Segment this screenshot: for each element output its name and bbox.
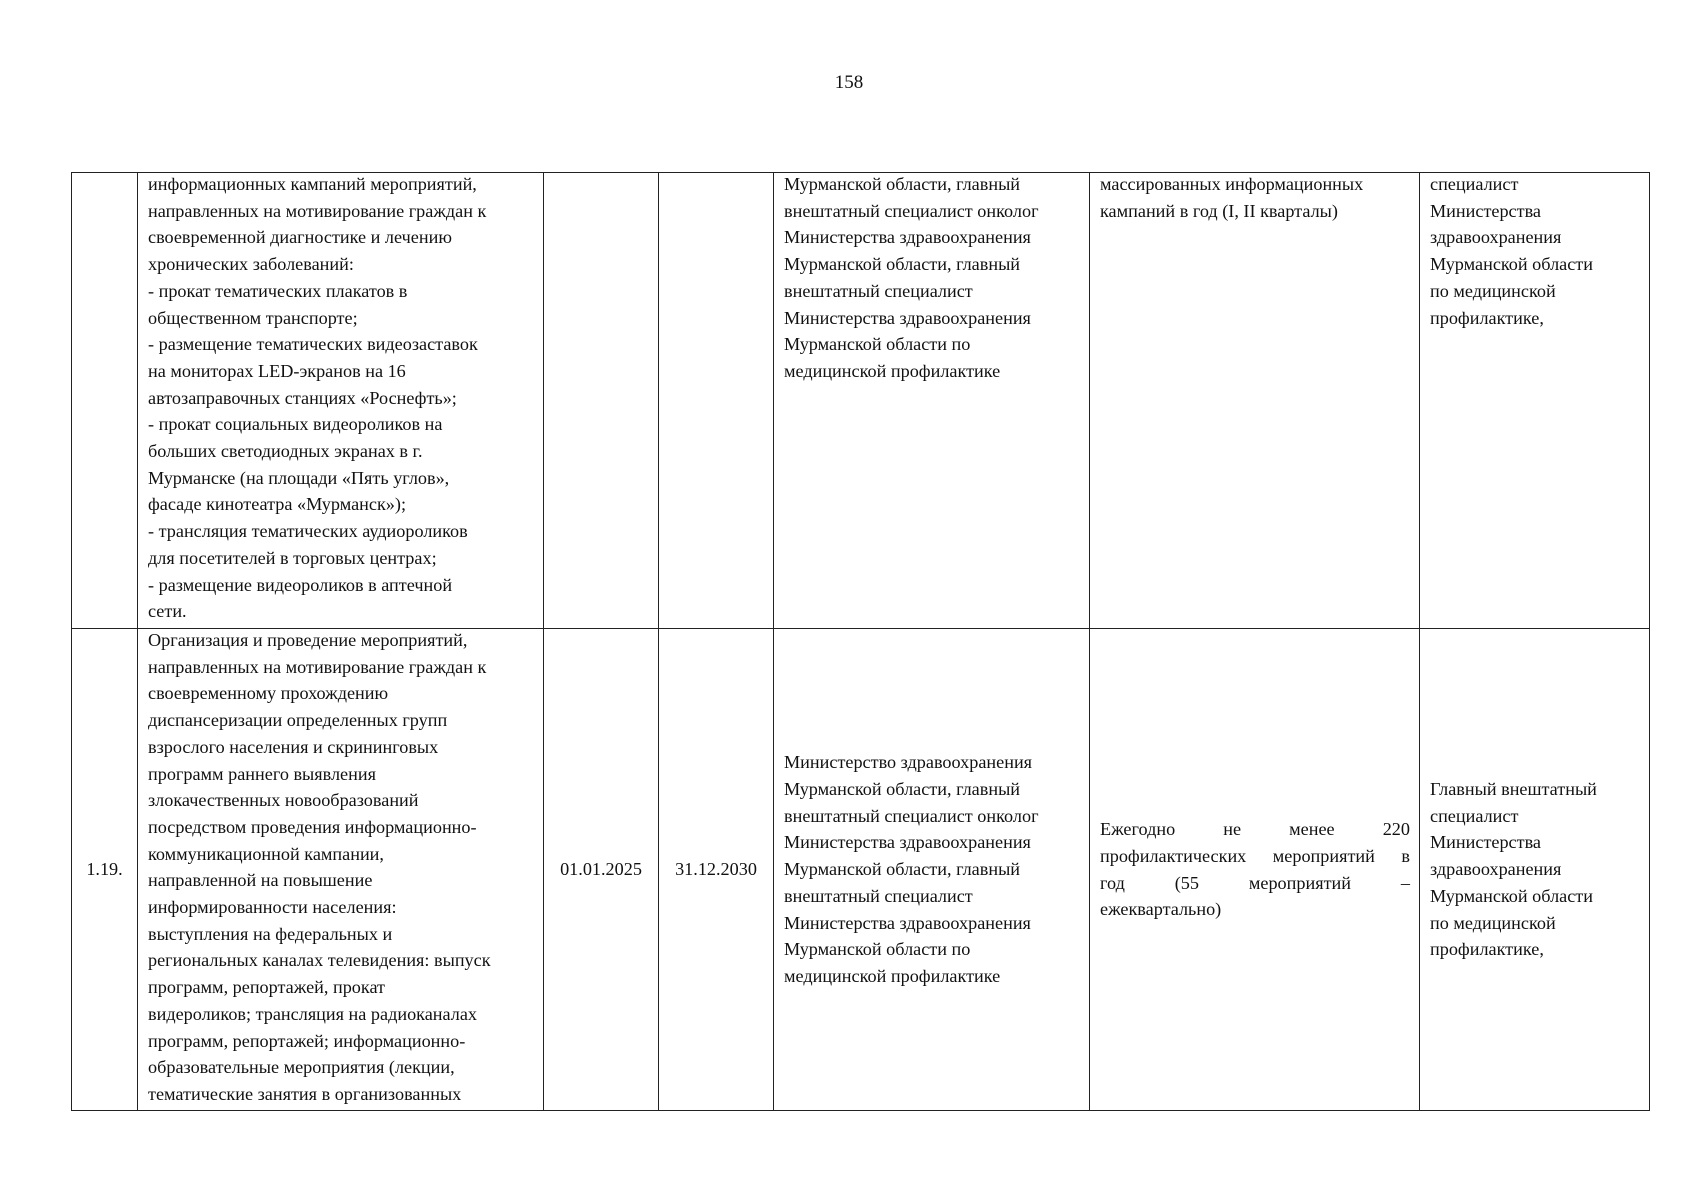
responsible-executors: Мурманской области, главный внештатный специалист онколог Министерства здравоохранения Мурманской области, главный внештатный специалист Министерства здравоохранения Мурманской области по медицинской профилактике [784, 174, 1039, 381]
item-number-cell [72, 173, 138, 629]
responsible-cell [774, 629, 1090, 1111]
page-number: 158 [834, 72, 864, 93]
description-cell [138, 173, 544, 629]
measure-description: информационных кампаний мероприятий, направленных на мотивирование граждан к своевременной диагностике и лечению хронических заболеваний: - прокат тематических плакатов в общественном транспорте; - размещение тематических видеозаставок на мониторах LED-экранов на 16 автозаправочных станциях «Роснефть»; - прокат социальных видеороликов на больших светодиодных экранах в г. Мурманске (на площади «Пять углов», фасаде кинотеатра «Мурманск»); - трансляция тематических аудиороликов для посетителей в торговых центрах; - размещение видеороликов в аптечной сети. [148, 174, 487, 622]
result-line: ежеквартально) [1100, 899, 1222, 920]
responsible-executors: Министерство здравоохранения Мурманской области, главный внештатный специалист онколог Министерства здравоохранения Мурманской области, главный внештатный специалист Министерства здравоохранения Мурманской области по медицинской профилактике [784, 752, 1039, 986]
owner-cell [1420, 173, 1650, 629]
result-cell [1090, 173, 1420, 629]
start-date: 01.01.2025 [560, 859, 642, 880]
measure-description: Организация и проведение мероприятий, направленных на мотивирование граждан к своевременному прохождению диспансеризации определенных групп взрослого населения и скрининговых программ раннего выявления злокачественных новообразований посредством проведения информационно- коммуникационной кампании, направленной на повышение информированности населения: выступления на федеральных и региональных каналах телевидения: выпуск программ, репортажей, прокат видероликов; трансляция на радиоканалах программ, репортажей; информационно- образовательные мероприятия (лекции, тематические занятия в организованных [148, 630, 491, 1104]
item-number-cell [72, 629, 138, 1111]
expected-result [1100, 816, 1410, 923]
result-line: год (55 мероприятий – [1100, 872, 1410, 893]
owner-cell [1420, 629, 1650, 1111]
result-line: Ежегодно не менее 220 [1100, 819, 1410, 840]
table-row [72, 629, 1650, 1111]
item-number: 1.19. [86, 859, 123, 880]
result-line: профилактических мероприятий в [1100, 845, 1410, 866]
result-cell [1090, 629, 1420, 1111]
expected-result: массированных информационных кампаний в год (I, II кварталы) [1100, 174, 1364, 221]
responsible-person: Главный внештатный специалист Министерства здравоохранения Мурманской области по медицинской профилактике, [1430, 779, 1597, 960]
responsible-cell [774, 173, 1090, 629]
responsible-person: специалист Министерства здравоохранения Мурманской области по медицинской профилактике, [1430, 174, 1593, 328]
start-date-cell [544, 173, 659, 629]
table-row [72, 173, 1650, 629]
end-date-cell [659, 629, 774, 1111]
end-date-cell [659, 173, 774, 629]
start-date-cell [544, 629, 659, 1111]
description-cell [138, 629, 544, 1111]
end-date: 31.12.2030 [675, 859, 757, 880]
measures-table [71, 172, 1650, 1111]
